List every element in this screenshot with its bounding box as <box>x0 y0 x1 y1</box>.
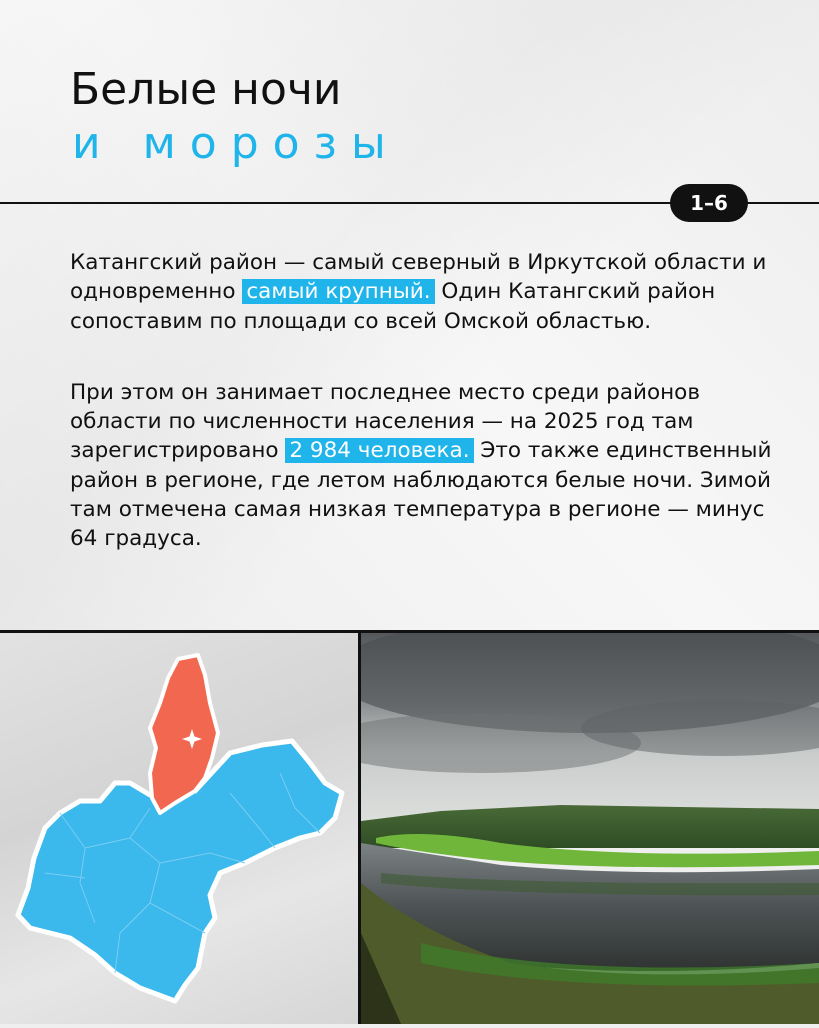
map-panel <box>0 633 358 1024</box>
title-line-1: Белые ночи <box>70 64 342 115</box>
p1-text-end: Один Катангский район сопоставим по площади со всей Омской областью. <box>70 279 716 334</box>
p2-text-end: Это также единственный район в регионе, где летом наблюдаются белые ночи. Зимой там отмечена самая низкая температура в регионе — минус 64 градуса. <box>70 438 772 552</box>
paragraph-1 <box>70 248 780 336</box>
region-map <box>0 633 358 1024</box>
river-photo <box>361 633 819 1024</box>
p1-highlight: самый крупный. <box>242 279 434 304</box>
page-indicator: 1–6 <box>670 184 748 222</box>
paragraph-2 <box>70 378 780 554</box>
landscape-photo <box>361 633 819 1024</box>
title-line-2: и морозы <box>72 118 400 169</box>
p2-text-start: При этом он занимает последнее место среди районов области по численности населения — на 2025 год там зарегистрировано <box>70 379 701 464</box>
p1-text-start: Катангский район — самый северный в Иркутской области и одновременно <box>70 250 767 305</box>
p2-highlight: 2 984 человека. <box>285 438 473 463</box>
body-text <box>70 248 780 596</box>
